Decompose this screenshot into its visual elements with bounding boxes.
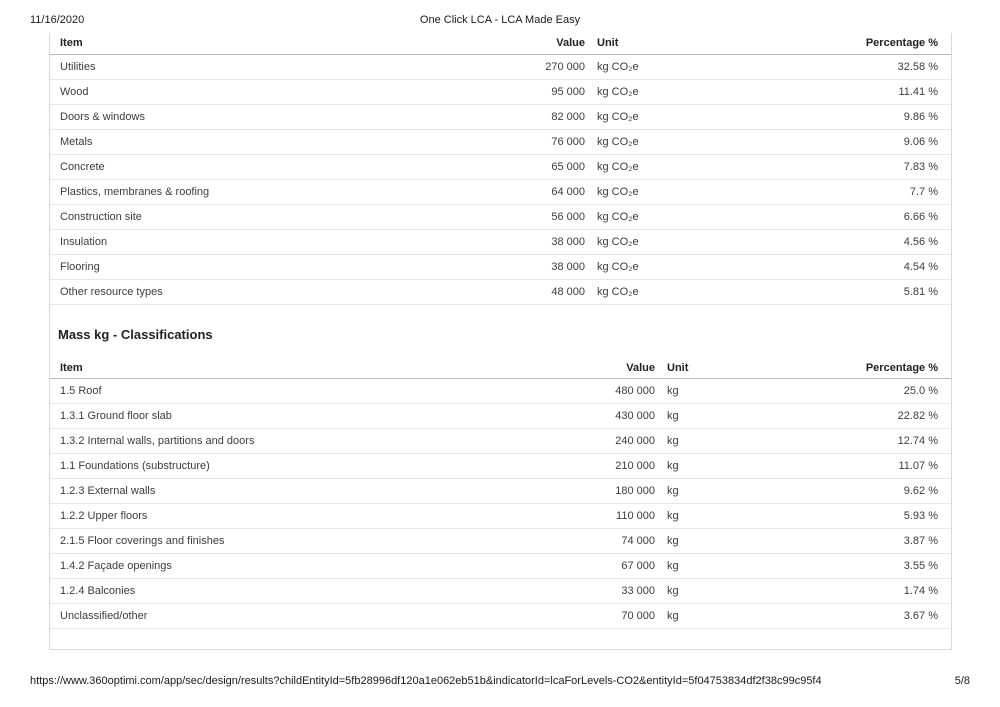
cell-item: Metals	[50, 129, 450, 154]
table-row	[50, 529, 951, 554]
cell-pct: 32.58 %	[785, 54, 951, 79]
mass-classifications-table-body	[50, 379, 951, 629]
cell-unit: kg CO₂e	[585, 279, 785, 304]
cell-value: 210 000	[450, 454, 655, 479]
table-row	[50, 204, 951, 229]
cell-unit: kg	[655, 379, 805, 404]
column-header-unit: Unit	[655, 358, 805, 379]
cell-item: 1.5 Roof	[50, 379, 450, 404]
cell-unit: kg	[655, 554, 805, 579]
cell-item: 1.2.3 External walls	[50, 479, 450, 504]
cell-pct: 7.7 %	[785, 179, 951, 204]
table-row	[50, 429, 951, 454]
cell-value: 48 000	[450, 279, 585, 304]
table-row	[50, 254, 951, 279]
cell-pct: 25.0 %	[805, 379, 951, 404]
cell-unit: kg	[655, 504, 805, 529]
table-row	[50, 504, 951, 529]
cell-item: 2.1.5 Floor coverings and finishes	[50, 529, 450, 554]
cell-unit: kg CO₂e	[585, 204, 785, 229]
cell-pct: 5.93 %	[805, 504, 951, 529]
cell-unit: kg	[655, 479, 805, 504]
cell-unit: kg CO₂e	[585, 79, 785, 104]
cell-unit: kg CO₂e	[585, 254, 785, 279]
table-row	[50, 554, 951, 579]
cell-item: Utilities	[50, 54, 450, 79]
cell-unit: kg	[655, 604, 805, 629]
cell-item: 1.3.2 Internal walls, partitions and doors	[50, 429, 450, 454]
table-row	[50, 454, 951, 479]
cell-unit: kg CO₂e	[585, 229, 785, 254]
table-row	[50, 54, 951, 79]
cell-value: 240 000	[450, 429, 655, 454]
cell-item: Other resource types	[50, 279, 450, 304]
table-row	[50, 129, 951, 154]
cell-pct: 7.83 %	[785, 154, 951, 179]
cell-pct: 3.67 %	[805, 604, 951, 629]
cell-item: Concrete	[50, 154, 450, 179]
cell-value: 270 000	[450, 54, 585, 79]
cell-unit: kg CO₂e	[585, 104, 785, 129]
table-header-row	[50, 33, 951, 54]
mass-classifications-table	[50, 358, 951, 630]
column-header-percentage: Percentage %	[785, 33, 951, 54]
cell-item: Construction site	[50, 204, 450, 229]
report-content-box	[49, 33, 952, 650]
cell-pct: 6.66 %	[785, 204, 951, 229]
table-row	[50, 604, 951, 629]
cell-value: 65 000	[450, 154, 585, 179]
cell-pct: 4.56 %	[785, 229, 951, 254]
cell-pct: 12.74 %	[805, 429, 951, 454]
cell-item: Insulation	[50, 229, 450, 254]
table-row	[50, 229, 951, 254]
cell-unit: kg CO₂e	[585, 54, 785, 79]
cell-item: 1.4.2 Façade openings	[50, 554, 450, 579]
cell-item: Plastics, membranes & roofing	[50, 179, 450, 204]
cell-value: 38 000	[450, 254, 585, 279]
cell-pct: 22.82 %	[805, 404, 951, 429]
cell-pct: 11.41 %	[785, 79, 951, 104]
cell-pct: 4.54 %	[785, 254, 951, 279]
column-header-percentage: Percentage %	[805, 358, 951, 379]
cell-unit: kg CO₂e	[585, 154, 785, 179]
cell-item: Flooring	[50, 254, 450, 279]
page-title: One Click LCA - LCA Made Easy	[419, 14, 581, 26]
cell-pct: 9.86 %	[785, 104, 951, 129]
resource-types-table-body	[50, 54, 951, 304]
cell-value: 180 000	[450, 479, 655, 504]
table-row	[50, 79, 951, 104]
cell-unit: kg	[655, 454, 805, 479]
cell-pct: 3.87 %	[805, 529, 951, 554]
table-row	[50, 279, 951, 304]
column-header-item: Item	[50, 33, 450, 54]
table-row	[50, 179, 951, 204]
column-header-value: Value	[450, 358, 655, 379]
cell-item: Doors & windows	[50, 104, 450, 129]
cell-value: 70 000	[450, 604, 655, 629]
cell-pct: 3.55 %	[805, 554, 951, 579]
cell-pct: 9.62 %	[805, 479, 951, 504]
column-header-item: Item	[50, 358, 450, 379]
table-row	[50, 404, 951, 429]
cell-unit: kg	[655, 404, 805, 429]
column-header-value: Value	[450, 33, 585, 54]
column-header-unit: Unit	[585, 33, 785, 54]
cell-unit: kg CO₂e	[585, 179, 785, 204]
mass-classifications-table-header	[50, 358, 951, 379]
cell-item: Wood	[50, 79, 450, 104]
cell-unit: kg	[655, 529, 805, 554]
cell-item: 1.2.4 Balconies	[50, 579, 450, 604]
section-heading: Mass kg - Classifications	[58, 326, 213, 342]
table-row	[50, 154, 951, 179]
cell-item: 1.2.2 Upper floors	[50, 504, 450, 529]
cell-value: 480 000	[450, 379, 655, 404]
cell-value: 76 000	[450, 129, 585, 154]
table-row	[50, 579, 951, 604]
cell-value: 67 000	[450, 554, 655, 579]
cell-value: 56 000	[450, 204, 585, 229]
cell-unit: kg	[655, 429, 805, 454]
cell-value: 110 000	[450, 504, 655, 529]
cell-unit: kg	[655, 579, 805, 604]
table-row	[50, 104, 951, 129]
cell-value: 95 000	[450, 79, 585, 104]
cell-item: Unclassified/other	[50, 604, 450, 629]
cell-pct: 5.81 %	[785, 279, 951, 304]
cell-value: 82 000	[450, 104, 585, 129]
resource-types-table-header	[50, 33, 951, 54]
table-header-row	[50, 358, 951, 379]
table-row	[50, 479, 951, 504]
resource-types-table	[50, 33, 951, 305]
print-page-number: 5/8	[954, 675, 970, 687]
print-footer-url: https://www.360optimi.com/app/sec/design/results?childEntityId=5fb28996df120a1e062eb51b&indicatorId=lcaForLevels-CO2&entityId=5f04753834df2f38c99c95f4	[30, 675, 822, 687]
cell-item: 1.1 Foundations (substructure)	[50, 454, 450, 479]
cell-pct: 1.74 %	[805, 579, 951, 604]
cell-value: 64 000	[450, 179, 585, 204]
cell-value: 38 000	[450, 229, 585, 254]
cell-item: 1.3.1 Ground floor slab	[50, 404, 450, 429]
cell-pct: 9.06 %	[785, 129, 951, 154]
cell-pct: 11.07 %	[805, 454, 951, 479]
cell-unit: kg CO₂e	[585, 129, 785, 154]
cell-value: 430 000	[450, 404, 655, 429]
cell-value: 33 000	[450, 579, 655, 604]
table-row	[50, 379, 951, 404]
cell-value: 74 000	[450, 529, 655, 554]
print-date: 11/16/2020	[30, 14, 85, 26]
